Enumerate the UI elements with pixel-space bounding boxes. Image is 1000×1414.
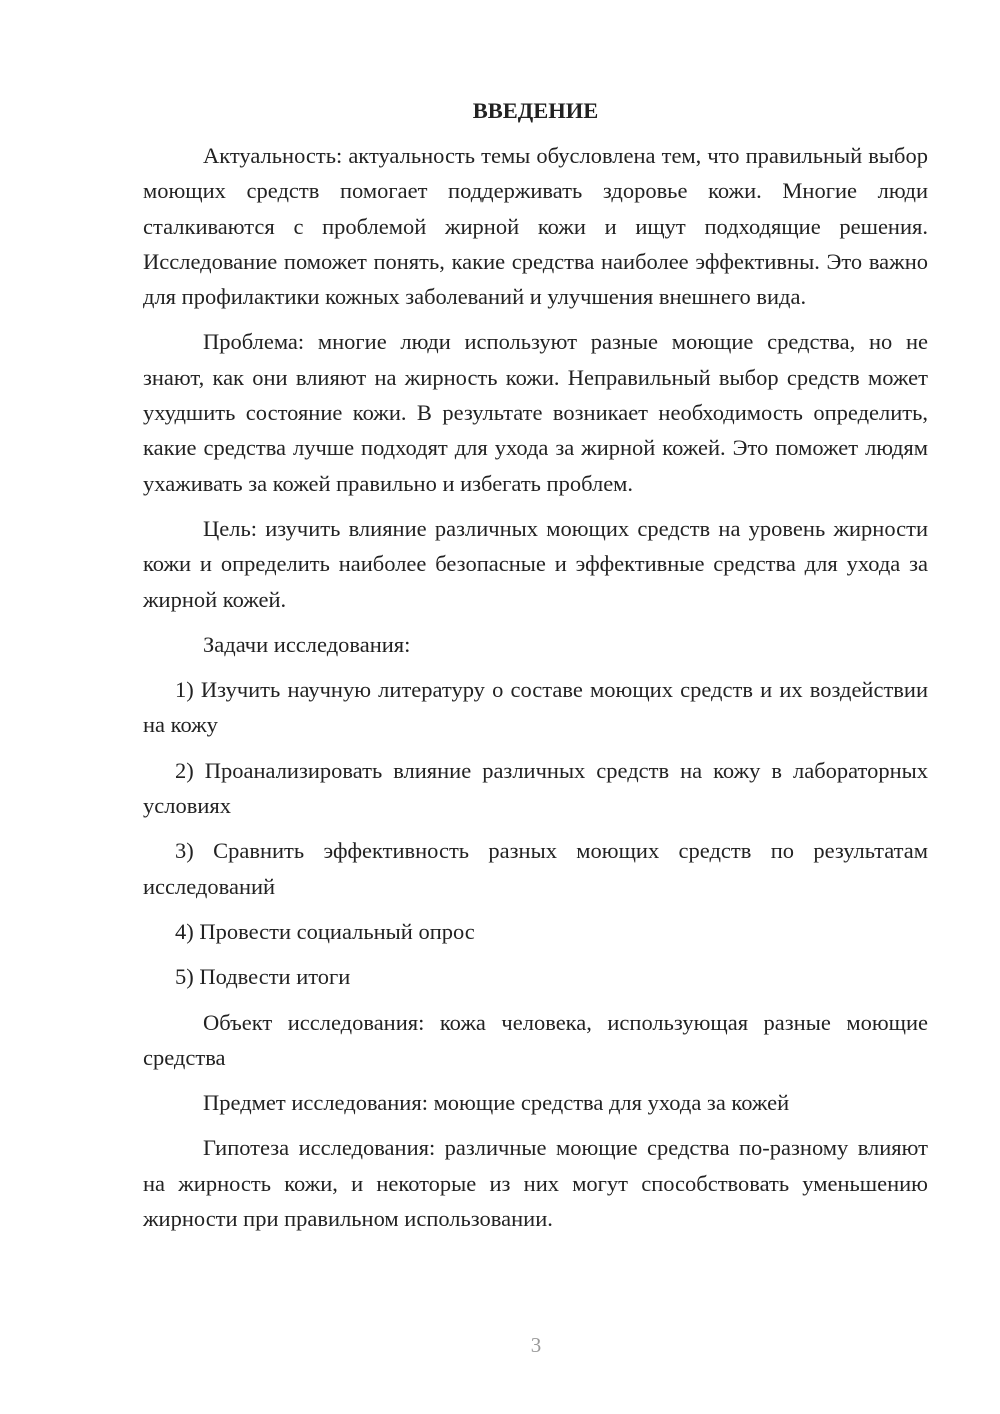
list-item-task-4: 4) Провести социальный опрос: [175, 918, 475, 944]
list-item-task-1: 1) Изучить научную литературу о составе моющих средств и их воздействии на кожу: [143, 677, 928, 738]
paragraph-object: Объект исследования: кожа человека, использующая разные моющие средства: [143, 1009, 928, 1070]
document-body: [143, 93, 928, 1246]
paragraph-relevance: Актуальность: актуальность темы обусловлена тем, что правильный выбор моющих средств помогает поддерживать здоровье кожи. Многие люди сталкиваются с проблемой жирной кожи и ищут подходящие решения. Исследование поможет понять, какие средства наиболее эффективны. Это важно для профилактики кожных заболеваний и улучшения внешнего вида.: [143, 143, 928, 310]
list-item-task-5: 5) Подвести итоги: [175, 964, 351, 990]
list-item-task-2: 2) Проанализировать влияние различных средств на кожу в лабораторных условиях: [143, 757, 928, 819]
paragraph-subject: Предмет исследования: моющие средства для ухода за кожей: [203, 1090, 790, 1116]
paragraph-problem: Проблема: многие люди используют разные моющие средства, но не знают, как они влияют на жирность кожи. Неправильный выбор средств может ухудшить состояние кожи. В результате возникает необходимость определить, какие средства лучше подходят для ухода за жирной кожей. Это поможет людям ухаживать за кожей правильно и избегать проблем.: [143, 329, 928, 496]
page-number: 3: [530, 1333, 542, 1357]
section-title: ВВЕДЕНИЕ: [472, 98, 599, 123]
paragraph-goal: Цель: изучить влияние различных моющих средств на уровень жирности кожи и определить наиболее безопасные и эффективные средства для ухода за жирной кожей.: [143, 515, 928, 612]
list-item-task-3: 3) Сравнить эффективность разных моющих средств по результатам исследований: [143, 838, 928, 899]
tasks-heading: Задачи исследования:: [203, 631, 411, 657]
paragraph-hypothesis: Гипотеза исследования: различные моющие средства по-разному влияют на жирность кожи, и некоторые из них могут способствовать уменьшению жирности при правильном использовании.: [143, 1135, 928, 1232]
